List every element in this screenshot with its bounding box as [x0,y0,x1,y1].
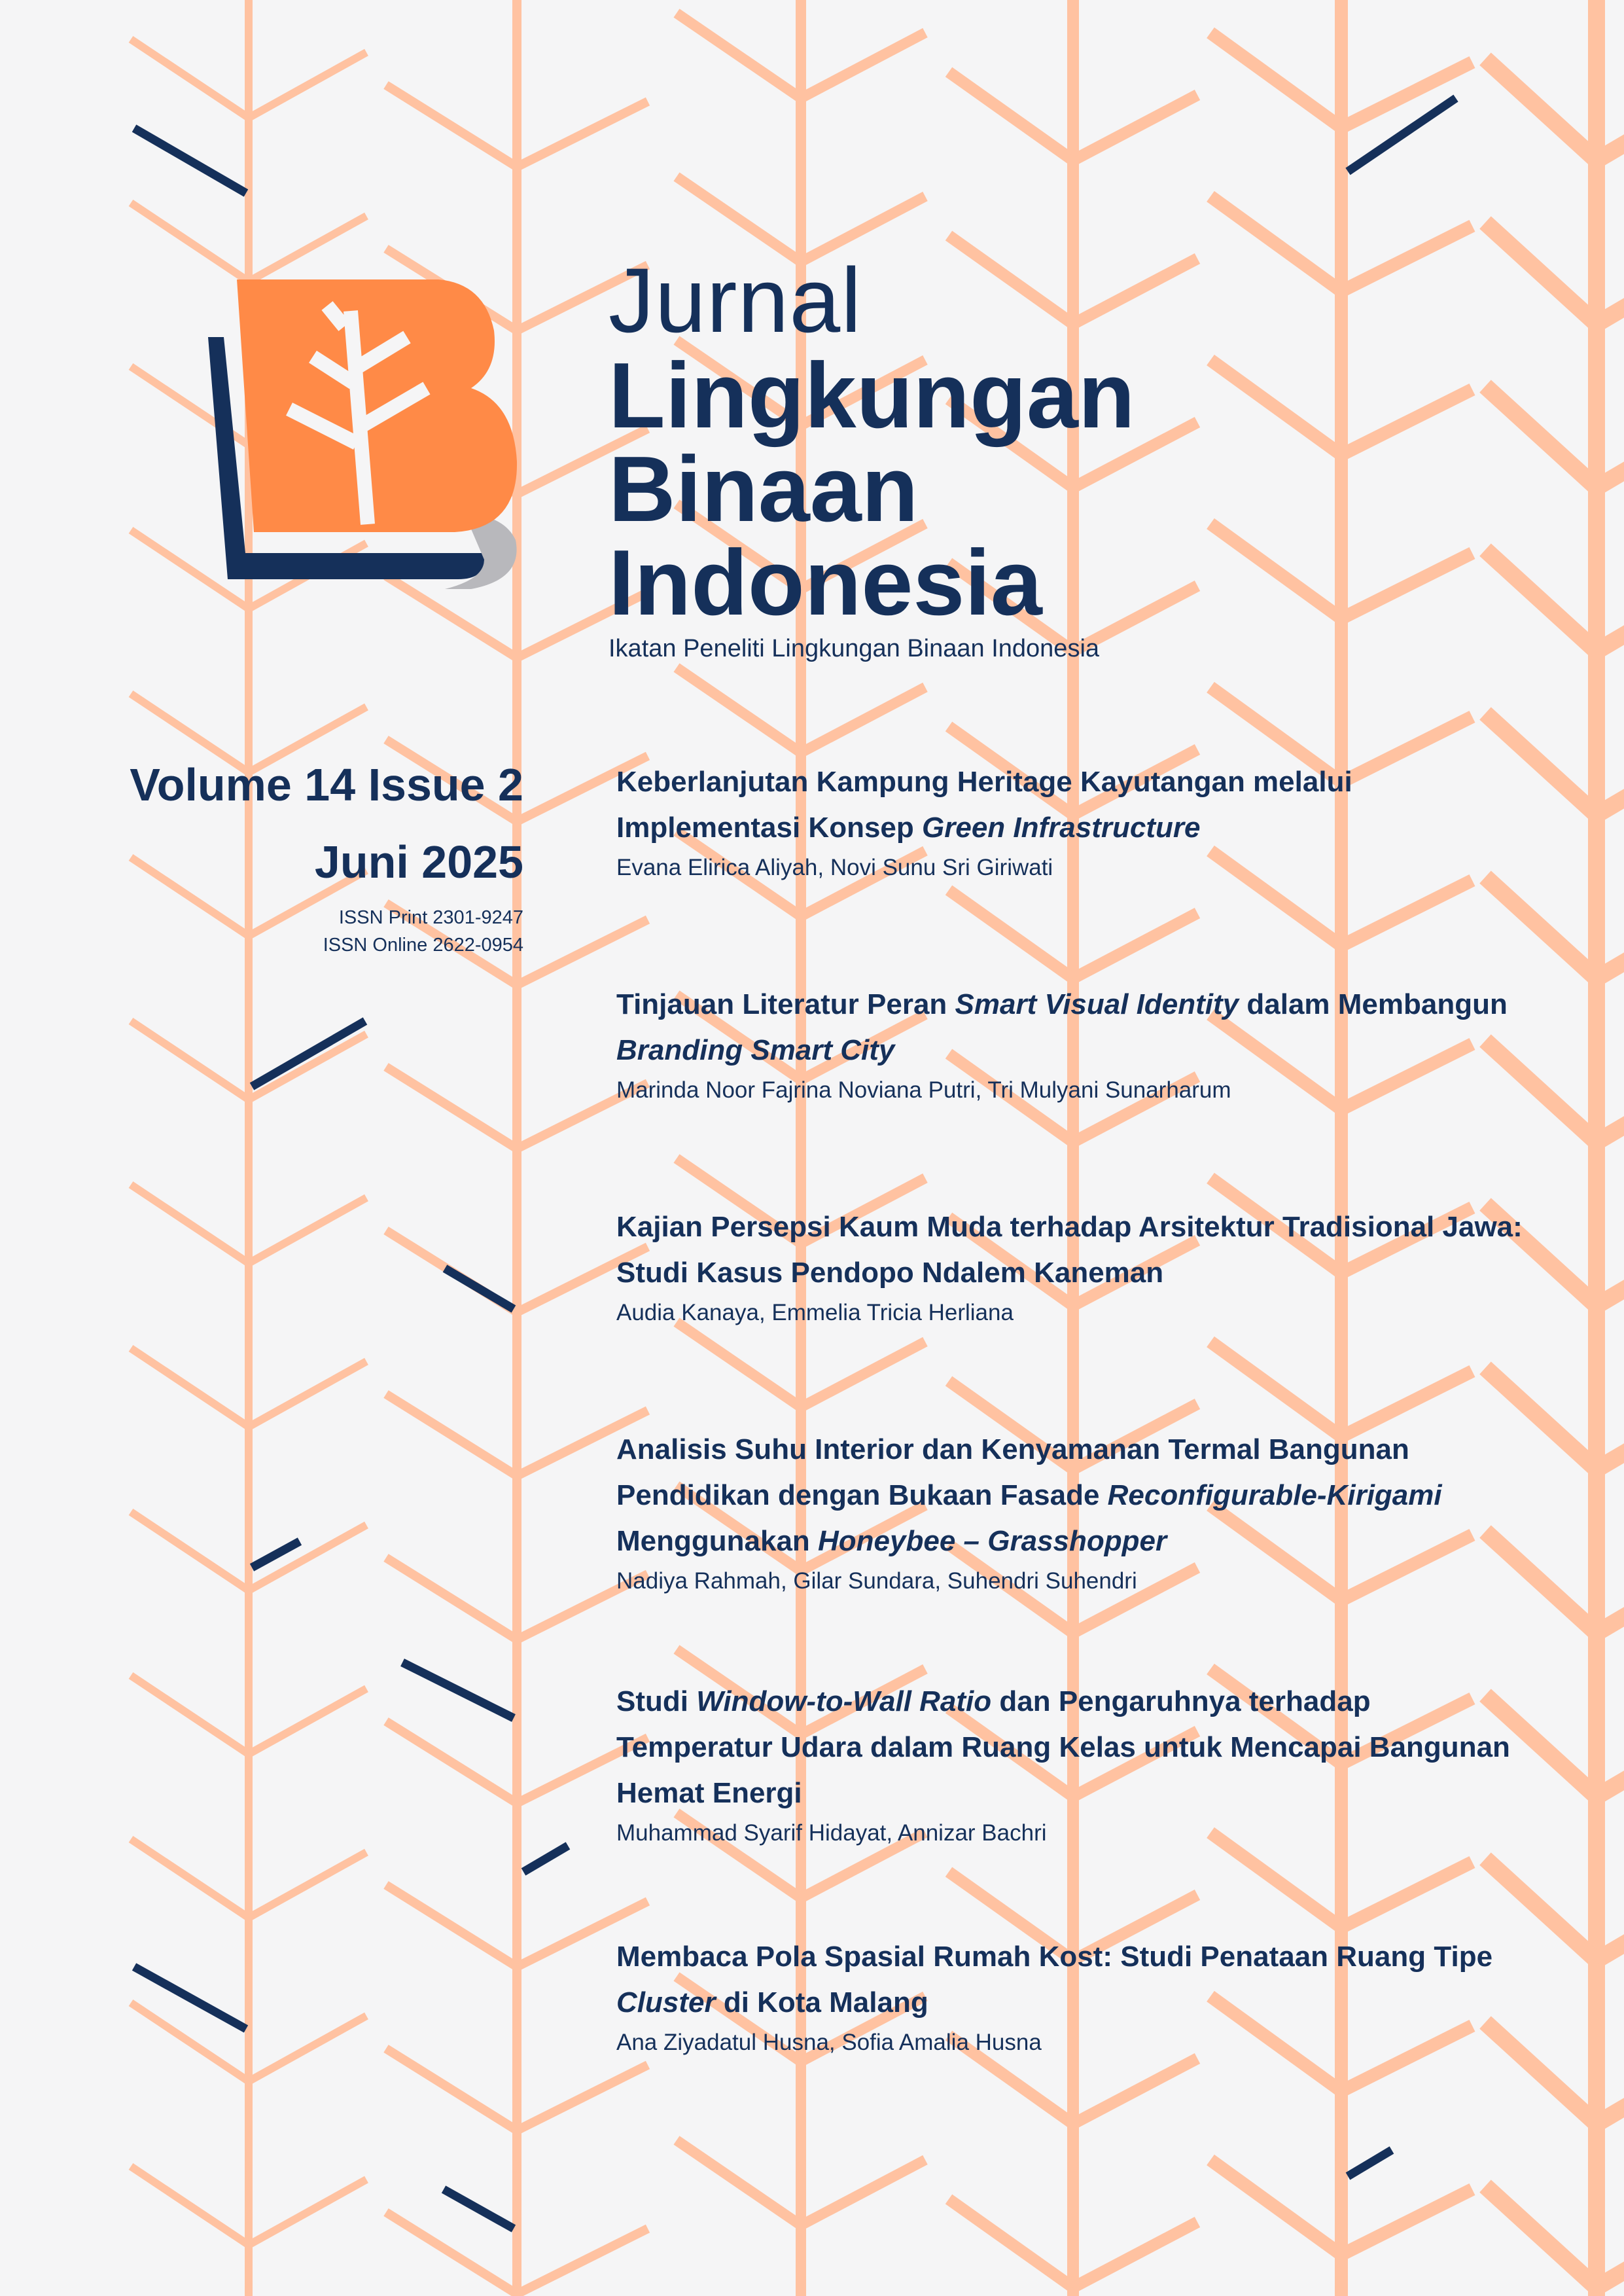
branch-stroke [386,2212,517,2294]
branch-stroke [1210,33,1341,128]
article-title-italic: Green Infrastructure [922,812,1201,844]
article-title [616,759,1532,851]
article-authors: Muhammad Syarif Hidayat, Annizar Bachri [616,1820,1047,1846]
accent-dash [523,1846,568,1872]
article-title-text: Keberlanjutan Kampung Heritage Kayutangan melalui [616,766,1352,798]
article-title-text: Studi [616,1685,697,1717]
article-title-text: dan Pengaruhnya terhadap [991,1685,1371,1717]
issue-volume: Volume 14 Issue 2 [130,759,523,810]
article-title-text: Implementasi Konsep [616,812,923,844]
article-title-line [616,1725,1532,1770]
branch-stroke [386,1067,517,1149]
article-title-text: di Kota Malang [715,1986,928,2018]
branch-stroke [131,1185,249,1263]
branch-stroke [131,1676,249,1754]
branch-stroke [386,2049,517,2130]
branch-stroke [131,203,249,281]
branch-stroke [249,1689,366,1754]
article-entry [616,1679,1532,1850]
article-title-line [616,982,1532,1028]
issn-print: ISSN Print 2301-9247 [338,907,523,928]
journal-title-lingkungan: Lingkungan [609,344,1135,448]
article-authors: Ana Ziyadatul Husna, Sofia Amalia Husna [616,2030,1042,2055]
article-title-line [616,1934,1532,1980]
article-title-line [616,1679,1532,1725]
article-title-text: Menggunakan [616,1525,819,1557]
branch-stroke [1341,62,1472,128]
issue-info [65,756,523,959]
journal-title-jurnal: Jurnal [609,249,862,351]
branch-stroke [1485,877,1597,978]
article-title-line [616,1250,1532,1296]
branch-stroke [801,2160,925,2225]
branch-stroke [131,39,249,118]
article-title-line [616,1770,1532,1816]
branch-stroke [1485,2186,1597,2287]
branch-stroke [1073,2222,1197,2287]
journal-title-indonesia: Indonesia [609,531,1042,635]
article-entry [616,1427,1532,1598]
article-entry [616,759,1532,885]
branch-stroke [249,1034,366,1100]
branch-stroke [517,101,648,167]
article-title [616,1427,1532,1564]
branch-stroke [1210,2160,1341,2255]
branch-stroke [517,2065,648,2130]
branch-stroke [386,1394,517,1476]
article-title-italic: Honeybee – Grasshopper [818,1525,1167,1557]
article-authors: Audia Kanaya, Emmelia Tricia Herliana [616,1300,1014,1325]
branch-stroke [131,2003,249,2081]
article-authors: Nadiya Rahmah, Gilar Sundara, Suhendri Suhendri [616,1568,1137,1594]
branch-stroke [131,1839,249,1918]
branch-stroke [131,2166,249,2245]
branch-stroke [677,668,801,753]
branch-stroke [249,1852,366,1918]
branch-stroke [1341,1862,1472,1928]
accent-dash [445,1268,514,1309]
branch-stroke [249,1361,366,1427]
journal-title-binaan: Binaan [609,437,919,541]
branch-stroke [131,1512,249,1590]
article-title-line [616,1204,1532,1250]
branch-stroke [677,13,801,98]
branch-stroke [1210,1342,1341,1437]
article-title-line [616,1980,1532,2026]
article-title-line [616,805,1532,851]
accent-dash [402,1662,514,1718]
accent-dash [1348,2150,1392,2176]
article-title-text: Analisis Suhu Interior dan Kenyamanan Termal Bangunan [616,1433,1409,1465]
article-title [616,982,1532,1073]
article-entry [616,1204,1532,1330]
branch-stroke [131,1021,249,1100]
article-title-italic: Window-to-Wall Ratio [696,1685,992,1717]
branch-stroke [386,85,517,167]
article-title-line [616,1518,1532,1564]
branch-stroke [949,2199,1073,2287]
article-title [616,1934,1532,2026]
article-entry [616,1934,1532,2060]
article-title-italic: Smart Visual Identity [955,988,1239,1020]
masthead [609,249,1525,664]
article-title-text: Hemat Energi [616,1777,802,1809]
article-title-italic: Reconfigurable-Kirigami [1107,1479,1442,1511]
accent-dash [134,128,246,193]
branch-stroke [801,33,925,98]
branch-stroke [801,1342,925,1407]
issn-online: ISSN Online 2622-0954 [323,935,523,956]
article-title [616,1204,1532,1296]
article-entry [616,982,1532,1107]
article-title-text: dalam Membangun [1239,988,1508,1020]
article-title-line [616,1028,1532,1073]
branch-stroke [949,890,1073,978]
article-title-italic: Cluster [616,1986,716,2018]
branch-stroke [677,2140,801,2225]
branch-stroke [1341,880,1472,946]
branch-stroke [1073,95,1197,160]
branch-stroke [249,1198,366,1263]
branch-stroke [1341,2189,1472,2255]
branch-stroke [517,920,648,985]
accent-dash [444,2189,514,2229]
accent-dash [252,1021,365,1086]
branch-stroke [1485,59,1597,160]
branch-stroke [1073,2058,1197,2124]
article-title [616,1679,1532,1816]
article-authors: Marinda Noor Fajrina Noviana Putri, Tri Mulyani Sunarharum [616,1077,1231,1103]
branch-stroke [386,1558,517,1640]
article-title-text: Temperatur Udara dalam Ruang Kelas untuk Mencapai Bangunan [616,1731,1510,1763]
book-tree-logo-icon [196,272,530,599]
article-title-text: Membaca Pola Spasial Rumah Kost: Studi Penataan Ruang Tipe [616,1941,1493,1973]
article-title-italic: Branding Smart City [616,1034,895,1066]
branch-stroke [1073,913,1197,978]
publisher-name: Ikatan Peneliti Lingkungan Binaan Indonesia [609,635,1100,662]
article-title-line [616,759,1532,805]
issue-date: Juni 2025 [314,836,523,888]
article-title-text: Studi Kasus Pendopo Ndalem Kaneman [616,1257,1164,1289]
branch-stroke [386,1885,517,1967]
branch-stroke [386,1721,517,1803]
branch-stroke [677,1322,801,1407]
branch-stroke [249,2179,366,2245]
branch-stroke [949,72,1073,160]
branch-stroke [131,1348,249,1427]
article-authors: Evana Elirica Aliyah, Novi Sunu Sri Giriwati [616,855,1053,880]
article-title-line [616,1427,1532,1473]
article-title-text: Pendidikan dengan Bukaan Fasade [616,1479,1108,1511]
branch-stroke [249,52,366,118]
branch-stroke [249,2016,366,2081]
article-title-text: Tinjauan Literatur Peran [616,988,955,1020]
branch-stroke [801,687,925,753]
article-title-line [616,1473,1532,1518]
branch-stroke [517,2229,648,2294]
article-title-text: Kajian Persepsi Kaum Muda terhadap Arsitektur Tradisional Jawa: [616,1211,1523,1243]
